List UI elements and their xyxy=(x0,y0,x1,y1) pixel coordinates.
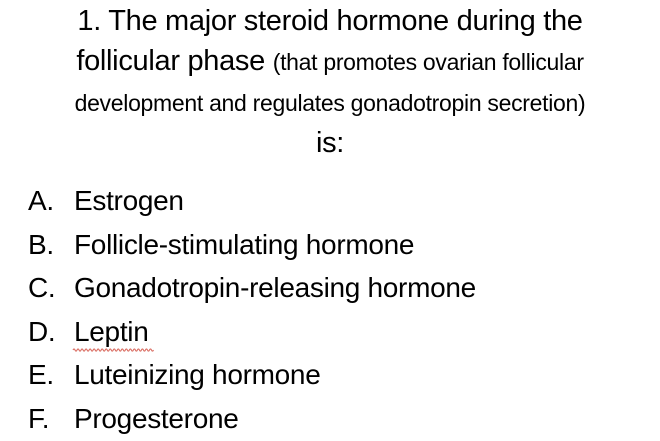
option-row xyxy=(28,223,660,267)
question-parenthetical: (that promotes ovarian follicular xyxy=(272,49,584,75)
option-row xyxy=(28,179,660,223)
question-text: 1. The major steroid hormone during the xyxy=(77,5,583,37)
option-row xyxy=(28,310,660,354)
option-letter: E. xyxy=(28,359,54,391)
options-list xyxy=(0,179,660,441)
question-parenthetical: development and regulates gonadotropin secretion) xyxy=(74,90,586,116)
option-letter: C. xyxy=(28,272,56,304)
option-text: Progesterone xyxy=(74,402,239,434)
option-row xyxy=(28,266,660,310)
question-text: follicular phase xyxy=(76,45,273,77)
option-text: Follicle-stimulating hormone xyxy=(74,228,415,260)
option-text: Estrogen xyxy=(74,185,184,216)
question-line-4 xyxy=(0,123,660,163)
option-row xyxy=(28,353,660,397)
spellcheck-underline-icon xyxy=(73,347,154,351)
question-line-2 xyxy=(0,41,660,82)
option-text xyxy=(74,310,149,354)
option-letter: B. xyxy=(28,228,54,260)
option-letter: D. xyxy=(28,315,56,347)
option-letter: A. xyxy=(28,185,54,216)
option-letter: F. xyxy=(28,402,50,434)
question-line-3 xyxy=(0,82,660,123)
question-stem xyxy=(0,0,660,163)
misspelled-word: Leptin xyxy=(74,310,149,354)
question-line-1 xyxy=(0,1,660,41)
option-text: Gonadotropin-releasing hormone xyxy=(74,272,476,304)
option-row xyxy=(28,397,660,441)
question-text: is: xyxy=(315,127,345,159)
option-text: Luteinizing hormone xyxy=(74,359,321,391)
